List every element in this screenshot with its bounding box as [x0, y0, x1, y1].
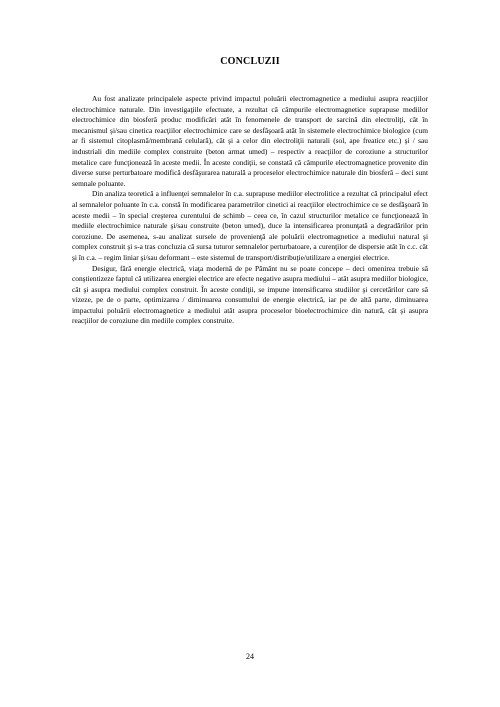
paragraph-2: Din analiza teoretică a influenţei semnalelor în c.a. suprapuse mediilor electrolitice a rezultat că principalul efect al semnalelor poluante în c.a. constă în modificarea parametrilor cinetici ai reacţiilor electrochimice ce se desfăşoară în aceste medii – în special creşterea curentului de schimb – ceea ce, în cazul structurilor metalice ce funcţionează în mediile electrochimice naturale şi/sau construite (beton umed), duce la intensificarea pronunţată a degradărilor prin coroziune. De asemenea, s-au analizat sursele de provenienţă ale poluării electromagnetice a mediului natural şi complex construit şi s-a tras concluzia că sursa tuturor semnalelor perturbatoare, a curenţilor de dispersie atât în c.c. cât şi în c.a. – regim liniar şi/sau deformant – este sistemul de transport/distribuţie/utilizare a energiei electrice.	[72, 189, 428, 262]
paragraph-3: Desigur, fără energie electrică, viaţa modernă de pe Pământ nu se poate concepe – deci omenirea trebuie să conştientizeze faptul că utilizarea energiei electrice are efecte negative asupra mediului – atât asupra mediilor biologice, cât şi asupra mediului complex construit. În aceste condiţii, se impune intensificarea studiilor şi cercetărilor care să vizeze, pe de o parte, optimizarea / diminuarea consumului de energie electrică, iar pe de altă parte, diminuarea impactului poluării electromagnetice a mediului atât asupra proceselor bioelectrochimice din natură, cât şi asupra reacţiilor de coroziune din mediile complex construite.	[72, 263, 428, 326]
page-title: CONCLUZII	[220, 56, 280, 67]
page-number: 24	[246, 652, 254, 661]
paragraph-1: Au fost analizate principalele aspecte privind impactul poluării electromagnetice a mediului asupra reacţiilor electrochimice naturale. Din investigaţiile efectuate, a rezultat că câmpurile electromagnetice suprapuse mediilor electrochimice din biosferă produc modificări atât în fenomenele de transport de sarcină din electroliţi, cât în mecanismul şi/sau cinetica reacţiilor electrochimice care se desfăşoară atât în sistemele electrochimice biologice (cum ar fi sistemul citoplasmă/membrană celulară), cât şi a celor din electroliţii naturali (sol, ape freatice etc.) şi / sau industriali din mediile complex construite (beton armat umed) – respectiv a reacţiilor de coroziune a structurilor metalice care funcţionează în aceste medii. În aceste condiţii, se constată că câmpurile electromagnetice provenite din diverse surse perturbatoare modifică desfăşurarea naturală a proceselor electrochimice naturale din biosferă – deci sunt semnale poluante.	[72, 94, 428, 188]
conclusions-body	[72, 94, 428, 327]
